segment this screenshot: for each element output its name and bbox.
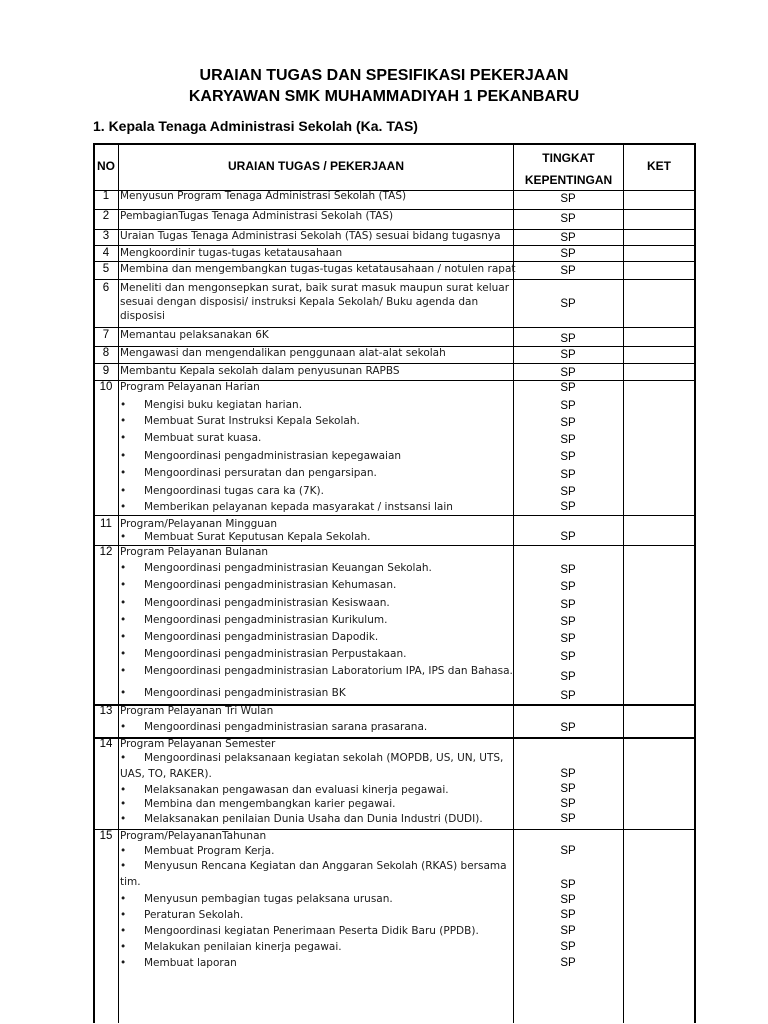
bullet-icon: •	[120, 485, 127, 497]
list-item-text: Membuat Surat Instruksi Kepala Sekolah.	[144, 415, 360, 427]
list-item-text: Mengisi buku kegiatan harian.	[144, 399, 303, 411]
column-divider	[118, 145, 119, 1023]
item-importance: SP	[560, 486, 576, 498]
list-item	[120, 561, 432, 575]
item-importance: SP	[560, 501, 576, 513]
list-item-text: Mengoordinasi pengadministrasian sarana prasarana.	[144, 721, 428, 733]
bullet-icon: •	[120, 860, 127, 872]
list-item	[120, 859, 507, 873]
bullet-icon: •	[120, 665, 127, 677]
document-title: URAIAN TUGAS DAN SPESIFIKASI PEKERJAAN	[199, 67, 569, 84]
row-number: 4	[102, 247, 110, 259]
item-importance: SP	[560, 633, 576, 645]
bullet-icon: •	[120, 432, 127, 444]
row-task: Meneliti dan mengonsepkan surat, baik surat masuk maupun surat keluar sesuai dengan disposisi/ instruksi Kepala Sekolah/ Buku agenda dan disposisi	[120, 282, 510, 322]
list-item-text: Mengoordinasi pengadministrasian Keuangan Sekolah.	[144, 562, 432, 574]
list-item-text: Mengoordinasi tugas cara ka (7K).	[144, 485, 324, 497]
list-item	[120, 647, 406, 661]
row-task: Membantu Kepala sekolah dalam penyusunan RAPBS	[120, 365, 400, 377]
list-item-text: Peraturan Sekolah.	[144, 909, 244, 921]
list-item	[120, 924, 479, 938]
list-item-text: Mengoordinasi pengadministrasian Kurikulum.	[144, 614, 388, 626]
document-subtitle: KARYAWAN SMK MUHAMMADIYAH 1 PEKANBARU	[188, 88, 580, 105]
row-number: 14	[99, 738, 113, 750]
header-importance-2: KEPENTINGAN	[524, 173, 613, 187]
list-item	[120, 398, 302, 412]
item-importance: SP	[560, 768, 576, 780]
header-importance-1: TINGKAT	[542, 151, 595, 165]
row-importance: SP	[560, 248, 576, 260]
list-item	[120, 466, 377, 480]
list-item	[120, 431, 261, 445]
header-task: URAIAN TUGAS / PEKERJAAN	[227, 159, 404, 173]
item-importance: SP	[560, 722, 576, 734]
item-importance: SP	[560, 564, 576, 576]
list-item	[120, 613, 387, 627]
item-importance: SP	[560, 925, 576, 937]
bullet-icon: •	[120, 648, 127, 660]
item-importance: SP	[560, 469, 576, 481]
column-divider	[623, 145, 624, 1023]
bullet-icon: •	[120, 752, 127, 764]
row-divider	[93, 515, 696, 516]
bullet-icon: •	[120, 845, 127, 857]
row-importance: SP	[560, 213, 576, 225]
list-item-text: Membuat Surat Keputusan Kepala Sekolah.	[144, 531, 371, 543]
list-item-text: Mengoordinasi pelaksanaan kegiatan sekolah (MOPDB, US, UN, UTS,	[144, 752, 504, 764]
item-importance: SP	[560, 434, 576, 446]
row-importance: SP	[560, 349, 576, 361]
item-importance: SP	[560, 599, 576, 611]
row-number: 5	[102, 263, 110, 275]
list-item	[120, 751, 503, 765]
list-item	[120, 908, 243, 922]
list-item-text: Menyusun pembagian tugas pelaksana urusan.	[144, 893, 393, 905]
bullet-icon: •	[120, 813, 127, 825]
list-item	[120, 892, 393, 906]
row-importance: SP	[560, 193, 576, 205]
bullet-icon: •	[120, 941, 127, 953]
bullet-icon: •	[120, 784, 127, 796]
list-item-text: Menyusun Rencana Kegiatan dan Anggaran Sekolah (RKAS) bersama	[144, 860, 507, 872]
bullet-icon: •	[120, 798, 127, 810]
bullet-icon: •	[120, 957, 127, 969]
bullet-icon: •	[120, 531, 127, 543]
item-importance: SP	[560, 417, 576, 429]
bullet-icon: •	[120, 399, 127, 411]
row-number: 12	[99, 546, 113, 558]
item-importance: SP	[560, 798, 576, 810]
header-ket: KET	[647, 159, 671, 173]
bullet-icon: •	[120, 925, 127, 937]
list-item-text: Melaksanakan pengawasan dan evaluasi kinerja pegawai.	[144, 784, 449, 796]
bullet-icon: •	[120, 631, 127, 643]
bullet-icon: •	[120, 893, 127, 905]
list-item-text: Mengoordinasi pengadministrasian Perpustakaan.	[144, 648, 407, 660]
row-task: Program Pelayanan Bulanan	[120, 546, 269, 558]
item-importance: SP	[560, 909, 576, 921]
row-task: Menyusun Program Tenaga Administrasi Sekolah (TAS)	[120, 190, 407, 202]
list-item	[120, 783, 449, 797]
section-heading: 1. Kepala Tenaga Administrasi Sekolah (Ka. TAS)	[93, 118, 418, 134]
list-item	[120, 500, 453, 514]
row-number: 1	[102, 190, 110, 202]
list-item-text: Melaksanakan penilaian Dunia Usaha dan Dunia Industri (DUDI).	[144, 813, 483, 825]
item-importance: SP	[560, 941, 576, 953]
bullet-icon: •	[120, 501, 127, 513]
list-item-text: Membuat surat kuasa.	[144, 432, 262, 444]
list-item	[120, 956, 237, 970]
list-item-text: Mengoordinasi kegiatan Penerimaan Peserta Didik Baru (PPDB).	[144, 925, 479, 937]
item-importance: SP	[560, 894, 576, 906]
list-item	[120, 812, 483, 826]
row-importance: SP	[560, 333, 576, 345]
list-item-text: Mengoordinasi pengadministrasian Kehumasan.	[144, 579, 397, 591]
bullet-icon: •	[120, 467, 127, 479]
list-item	[120, 530, 371, 544]
row-importance: SP	[560, 367, 576, 379]
bullet-icon: •	[120, 450, 127, 462]
list-item-text: Mengoordinasi pengadministrasian BK	[144, 687, 346, 699]
bullet-icon: •	[120, 909, 127, 921]
row-number: 15	[99, 830, 113, 842]
row-task: PembagianTugas Tenaga Administrasi Sekolah (TAS)	[120, 210, 394, 222]
bullet-icon: •	[120, 687, 127, 699]
bullet-icon: •	[120, 579, 127, 591]
list-item-text: Mengoordinasi pengadministrasian Kesiswaan.	[144, 597, 390, 609]
bullet-icon: •	[120, 614, 127, 626]
row-task: Program Pelayanan Tri Wulan	[120, 705, 274, 717]
item-importance: SP	[560, 531, 576, 543]
item-importance: SP	[560, 651, 576, 663]
row-number: 2	[102, 210, 110, 222]
item-importance: SP	[560, 671, 576, 683]
header-no: NO	[97, 159, 115, 173]
item-importance: SP	[560, 783, 576, 795]
list-item-text: Mengoordinasi pengadministrasian Dapodik.	[144, 631, 379, 643]
list-item-text: Memberikan pelayanan kepada masyarakat / instsansi lain	[144, 501, 453, 513]
list-item-text: Mengoordinasi pengadministrasian kepegawaian	[144, 450, 402, 462]
row-number: 10	[99, 381, 113, 393]
item-importance: SP	[560, 813, 576, 825]
row-task: Program Pelayanan Harian	[120, 381, 260, 393]
bullet-icon: •	[120, 415, 127, 427]
row-task: Uraian Tugas Tenaga Administrasi Sekolah (TAS) sesuai bidang tugasnya	[120, 230, 501, 242]
list-item	[120, 414, 360, 428]
item-importance: SP	[560, 581, 576, 593]
item-importance: SP	[560, 690, 576, 702]
list-item	[120, 797, 395, 811]
list-item-text: Membuat laporan	[144, 957, 237, 969]
list-item-text: Membuat Program Kerja.	[144, 845, 275, 857]
list-item	[120, 940, 342, 954]
row-importance: SP	[560, 232, 576, 244]
list-item-continuation: tim.	[120, 876, 141, 888]
item-importance: SP	[560, 616, 576, 628]
list-item-text: Membina dan mengembangkan karier pegawai.	[144, 798, 396, 810]
list-item	[120, 720, 427, 734]
list-item-text: Mengoordinasi persuratan dan pengarsipan.	[144, 467, 377, 479]
item-importance: SP	[560, 957, 576, 969]
list-item	[120, 449, 401, 463]
list-item	[120, 844, 274, 858]
row-number: 3	[102, 230, 110, 242]
column-divider	[513, 145, 514, 1023]
item-importance: SP	[560, 879, 576, 891]
list-item	[120, 578, 396, 592]
item-importance: SP	[560, 451, 576, 463]
list-item	[120, 664, 513, 678]
list-item-text: Melakukan penilaian kinerja pegawai.	[144, 941, 342, 953]
row-number: 7	[102, 329, 110, 341]
list-item	[120, 630, 378, 644]
list-item-continuation: UAS, TO, RAKER).	[120, 768, 212, 780]
row-number: 13	[99, 705, 113, 717]
row-task: Mengkoordinir tugas-tugas ketatausahaan	[120, 247, 343, 259]
row-task: Program/Pelayanan Mingguan	[120, 518, 278, 530]
list-item	[120, 596, 390, 610]
row-divider	[93, 279, 696, 280]
row-task: Membina dan mengembangkan tugas-tugas ketatausahaan / notulen rapat	[120, 263, 516, 275]
row-importance: SP	[560, 265, 576, 277]
item-importance: SP	[560, 845, 576, 857]
item-importance: SP	[560, 400, 576, 412]
list-item	[120, 484, 324, 498]
list-item	[120, 686, 346, 700]
bullet-icon: •	[120, 562, 127, 574]
row-task: Program/PelayananTahunan	[120, 830, 267, 842]
bullet-icon: •	[120, 721, 127, 733]
row-task: Program Pelayanan Semester	[120, 738, 276, 750]
bullet-icon: •	[120, 597, 127, 609]
row-task: Mengawasi dan mengendalikan penggunaan alat-alat sekolah	[120, 347, 446, 359]
row-number: 6	[102, 282, 110, 294]
list-item-text: Mengoordinasi pengadministrasian Laboratorium IPA, IPS dan Bahasa.	[144, 665, 513, 677]
row-task: Memantau pelaksanakan 6K	[120, 329, 269, 341]
row-number: 9	[102, 365, 110, 377]
row-number: 11	[100, 518, 112, 530]
row-importance: SP	[560, 382, 576, 394]
row-number: 8	[102, 347, 110, 359]
row-importance: SP	[560, 298, 576, 310]
